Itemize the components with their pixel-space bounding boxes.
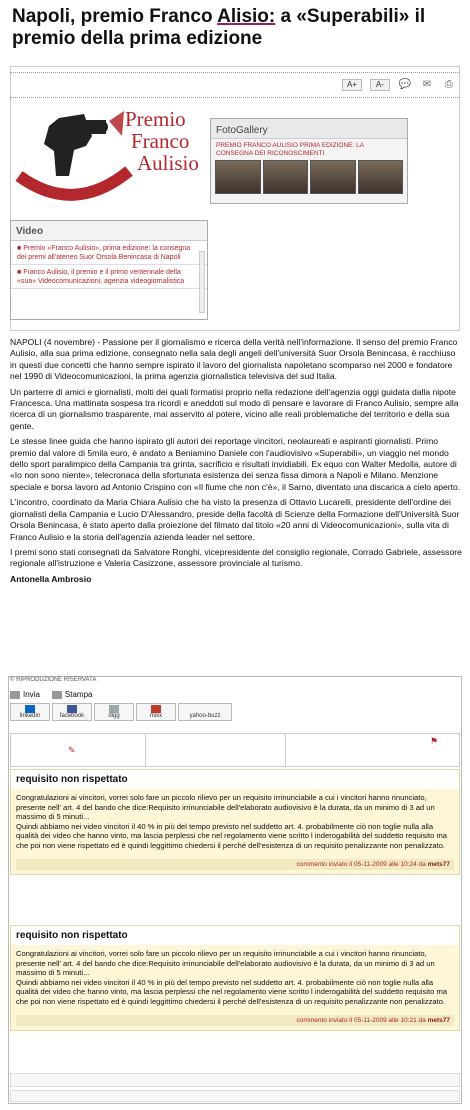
print-button[interactable] (52, 690, 93, 699)
comment-icon[interactable]: 💬 (398, 79, 412, 90)
article-author: Antonella Ambrosio (10, 573, 92, 584)
comment-title: requisito non rispettato (11, 770, 459, 789)
comment-author[interactable]: mets77 (427, 860, 450, 868)
facebook-icon (67, 705, 77, 713)
video-scrollbar[interactable] (199, 251, 205, 313)
mixx-icon (151, 705, 161, 713)
digg-icon (109, 705, 119, 713)
article-toolbar (342, 79, 456, 91)
headline-part1: Napoli, premio Franco (12, 6, 218, 27)
print-label[interactable]: Stampa (64, 690, 93, 699)
comment-meta (16, 859, 454, 870)
article-body (10, 337, 462, 589)
photo-thumbnail[interactable] (310, 160, 356, 194)
bullet-icon: ■ (17, 245, 22, 252)
bullet-icon: ■ (17, 269, 22, 276)
font-increase-button[interactable]: A+ (342, 79, 362, 91)
comment-date: commento inviato il 05-11-2009 alle 10:21 da (296, 1016, 426, 1024)
comment-body: Congratulazioni ai vincitori, vorrei solo fare un piccolo rilievo per un requisito irrinunciabile a cui i vincitori hanno rinunciato, presente nell' art. 4 del bando che dice:Requisito irrinunciabile dell'elaborato audiovisivo è la durata, da un minimo di 3 ad un massimo di 5 minuti... Quindi abbiamo nei video vincitori il 40 % in più del tempo previsto nel suddetto art. 4. probabilmente ciò non toglie nulla alla qualità dei video che hanno vinto, ma lascia perplessi che nel regolamento viene scritto l inderogabilità del suddetto requisito ma che poi non viene rispettato ed è quindi leggittimo chiedersi il perché dell'esistenza di un requisito penalizzante non penalizzato. (16, 793, 447, 850)
send-button[interactable] (10, 690, 40, 699)
comment-separator (10, 1090, 460, 1102)
linkedin-button[interactable] (10, 703, 50, 721)
logo-wordmark (125, 108, 199, 174)
facebook-button[interactable] (52, 703, 92, 721)
comment-date: commento inviato il 05-11-2009 alle 10:24 da (296, 860, 426, 868)
logo-arc (19, 171, 129, 195)
fotogallery-thumbnails (211, 158, 407, 196)
video-item-label[interactable]: Franco Aulisio, il premio e il primo ventennale della «sua» Videocomunicazioni, agenzia videogiornalistica (17, 269, 185, 285)
send-label[interactable]: Invia (23, 690, 40, 699)
comment-separator (10, 1073, 460, 1087)
fotogallery-title: FotoGallery (211, 119, 407, 139)
email-icon[interactable]: ✉ (422, 79, 432, 90)
mixx-label[interactable]: mixx (149, 713, 163, 719)
divider (10, 97, 460, 98)
print-icon[interactable]: ⎙ (445, 79, 453, 90)
comment-item (10, 769, 460, 875)
comment-actions-bar (10, 733, 460, 767)
comment-body: Congratulazioni ai vincitori, vorrei solo fare un piccolo rilievo per un requisito irrinunciabile a cui i vincitori hanno rinunciato, presente nell' art. 4 del bando che dice:Requisito irrinunciabile dell'elaborato audiovisivo è la durata, da un minimo di 3 ad un massimo di 5 minuti... Quindi abbiamo nei video vincitori il 40 % in più del tempo previsto nel suddetto art. 4. probabilmente ciò non toglie nulla alla qualità dei video che hanno vinto, ma lascia perplessi che nel regolamento viene scritto l inderogabilità del suddetto requisito ma che poi non viene rispettato ed è quindi leggittimo chiedersi il perché dell'esistenza di un requisito penalizzante non penalizzato. (16, 949, 447, 1006)
share-actions (10, 690, 92, 699)
logo-line-2: Franco (131, 129, 190, 153)
write-comment-icon[interactable]: ✎ (68, 745, 76, 755)
yahoo-buzz-label[interactable]: yahoo-buzz (189, 713, 221, 719)
comment-meta (16, 1015, 454, 1026)
comment-author[interactable]: mets77 (427, 1016, 450, 1024)
headline-underlined-word: Alisio: (217, 6, 276, 27)
report-icon[interactable]: ⚑ (430, 736, 439, 746)
article-paragraph: Le stesse linee guida che hanno ispirato gli autori dei reportage vincitori, neolaureati e aspiranti giornalisti. Primo premio dal valore di 5mila euro, è andato a Beniamino Daniele con l'audiovisivo «Superabili», un viaggio nel mondo dello sport paralimpico della Campania tra grinta, sacrificio e risultati invidiabili. Ex equo con Walter Medolla, autore di «Io non sono niente», telecronaca della sfortunata esistenza dei senza fissa dimora a Napoli e Milano. Menzione speciale e borsa lavoro ad Antonio Crispino con «Il fiume che non c'è», il Sarno, diventato una discarica a cielo aperto. (10, 436, 461, 492)
digg-label[interactable]: digg (108, 713, 120, 719)
linkedin-icon (25, 705, 35, 713)
video-item-label[interactable]: Premio «Franco Aulisio», prima edizione: la consegna dei premi all'ateneo Suor Orsola Benincasa di Napoli (17, 245, 191, 261)
digg-button[interactable] (94, 703, 134, 721)
logo-line-3: Aulisio (137, 151, 199, 175)
photo-thumbnail[interactable] (263, 160, 309, 194)
mixx-button[interactable] (136, 703, 176, 721)
fotogallery-box[interactable] (210, 118, 408, 204)
comment-title: requisito non rispettato (11, 926, 459, 945)
fotogallery-subtitle[interactable]: PREMIO FRANCO AULISIO PRIMA EDIZIONE: LA CONSEGNA DEI RICONOSCIMENTI (216, 142, 364, 157)
headline-part2: a «Superabili» il premio della prima edizione (12, 6, 426, 49)
printer-icon (52, 691, 62, 699)
yahoo-buzz-icon (200, 705, 210, 713)
divider (10, 72, 460, 73)
photo-thumbnail[interactable] (215, 160, 261, 194)
article-paragraph: L'incontro, coordinato da Maria Chiara Aulisio che ha visto la presenza di Ottavio Lucarelli, presidente dell'ordine dei giornalisti della Campania e Lucio D'Alessandro, preside della facoltà di Scienze della Formazione dell'Università Suor Orsola Benincasa, è stato aperto dalla proiezione del filmato dal titolo «20 anni di Videocomunicazioni», sulla vita di Franco Aulisio e la storia dell'agenzia azienda leader nel settore. (10, 497, 460, 542)
article-paragraph: Un parterre di amici e giornalisti, molti dei quali formatisi proprio nella redazione dell'agenzia oggi guidata dalla nipote Francesca. Una mattinata sospesa tra ricordi e aneddoti sul modo di pensare e lavorare di Franco Aulisio, sempre alla ricerca di un giornalismo trasparente, mai asservito al potere, vicino alle reali problematiche del territorio e della sua gente. (10, 386, 459, 431)
photo-thumbnail[interactable] (358, 160, 404, 194)
yahoo-buzz-button[interactable] (178, 703, 232, 721)
article-headline (12, 6, 462, 50)
article-paragraph: I premi sono stati consegnati da Salvatore Ronghi, vicepresidente del consiglio regionale, Corrado Gabriele, assessore regionale all'istruzione e Valeria Casizzone, assessore provinciale al turismo. (10, 546, 462, 569)
video-box (10, 220, 208, 320)
social-bookmarks (10, 703, 232, 721)
article-paragraph: NAPOLI (4 novembre) - Passione per il giornalismo e ricerca della verità nell'informazione. Il senso del premio Franco Aulisio, alla sua prima edizione, consegnato nella sala degli angeli dell'università Suor Orsola Benincasa, è racchiuso in questi due concetti che hanno sempre ispirato il lavoro del giornalista napoletano scomparso nel 2000 e fondatore nel 1990 di Videocomunicazioni, la prima agenzia giornalistica televisiva del sud Italia. (10, 337, 458, 382)
font-decrease-button[interactable]: A- (370, 79, 390, 91)
comment-item (10, 925, 460, 1031)
envelope-icon (10, 691, 20, 699)
video-list-item[interactable] (11, 265, 207, 289)
logo-line-1: Premio (125, 107, 186, 131)
video-list-item[interactable] (11, 241, 207, 265)
video-box-title: Video (11, 221, 207, 241)
linkedin-label[interactable]: linkedin (19, 713, 41, 719)
rights-notice: © RIPRODUZIONE RISERVATA (10, 677, 97, 683)
facebook-label[interactable]: facebook (59, 713, 85, 719)
